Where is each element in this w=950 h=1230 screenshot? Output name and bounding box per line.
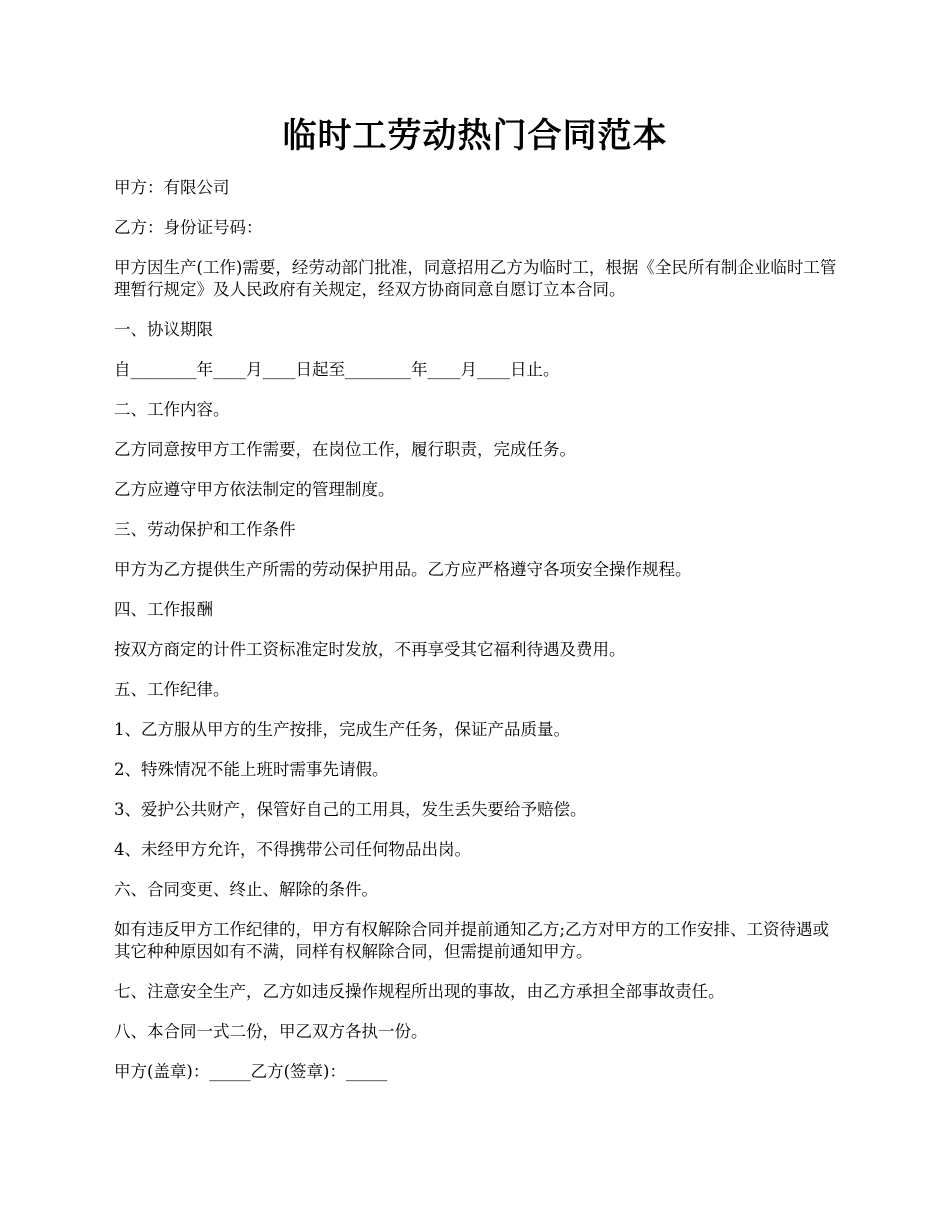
section-heading-protection: 三、劳动保护和工作条件	[114, 520, 296, 539]
work-rules-paragraph: 乙方应遵守甲方依法制定的管理制度。	[114, 480, 395, 499]
discipline-item-3: 3、爱护公共财产，保管好自己的工用具，发生丢失要给予赔偿。	[114, 800, 587, 819]
document-title: 临时工劳动热门合同范本	[282, 116, 668, 156]
section-heading-term: 一、协议期限	[114, 320, 213, 339]
section-heading-work-content: 二、工作内容。	[114, 400, 230, 419]
party-a-line: 甲方：有限公司	[114, 178, 230, 197]
document-body	[114, 177, 844, 1101]
work-content-paragraph: 乙方同意按甲方工作需要，在岗位工作，履行职责，完成任务。	[114, 440, 576, 459]
preamble-paragraph: 甲方因生产(工作)需要，经劳动部门批准，同意招用乙方为临时工，根据《全民所有制企业临时工管理暂行规定》及人民政府有关规定，经双方协商同意自愿订立本合同。	[114, 258, 837, 299]
termination-paragraph: 如有违反甲方工作纪律的，甲方有权解除合同并提前通知乙方;乙方对甲方的工作安排、工资待遇或其它种种原因如有不满，同样有权解除合同，但需提前通知甲方。	[114, 920, 830, 961]
pay-paragraph: 按双方商定的计件工资标准定时发放，不再享受其它福利待遇及费用。	[114, 640, 626, 659]
discipline-item-1: 1、乙方服从甲方的生产按排，完成生产任务，保证产品质量。	[114, 720, 570, 739]
term-dates-line: 自________年____月____日起至________年____月____日止。	[114, 360, 560, 379]
safety-paragraph: 七、注意安全生产，乙方如违反操作规程所出现的事故，由乙方承担全部事故责任。	[114, 982, 725, 1001]
section-heading-discipline: 五、工作纪律。	[114, 680, 230, 699]
copies-paragraph: 八、本合同一式二份，甲乙双方各执一份。	[114, 1022, 428, 1041]
section-heading-pay: 四、工作报酬	[114, 600, 213, 619]
protection-paragraph: 甲方为乙方提供生产所需的劳动保护用品。乙方应严格遵守各项安全操作规程。	[114, 560, 692, 579]
discipline-item-4: 4、未经甲方允许，不得携带公司任何物品出岗。	[114, 840, 471, 859]
discipline-item-2: 2、特殊情况不能上班时需事先请假。	[114, 760, 389, 779]
party-b-line: 乙方：身份证号码：	[114, 218, 263, 237]
section-heading-termination: 六、合同变更、终止、解除的条件。	[114, 880, 378, 899]
signature-line: 甲方(盖章)：_____乙方(签章)：_____	[114, 1062, 388, 1081]
